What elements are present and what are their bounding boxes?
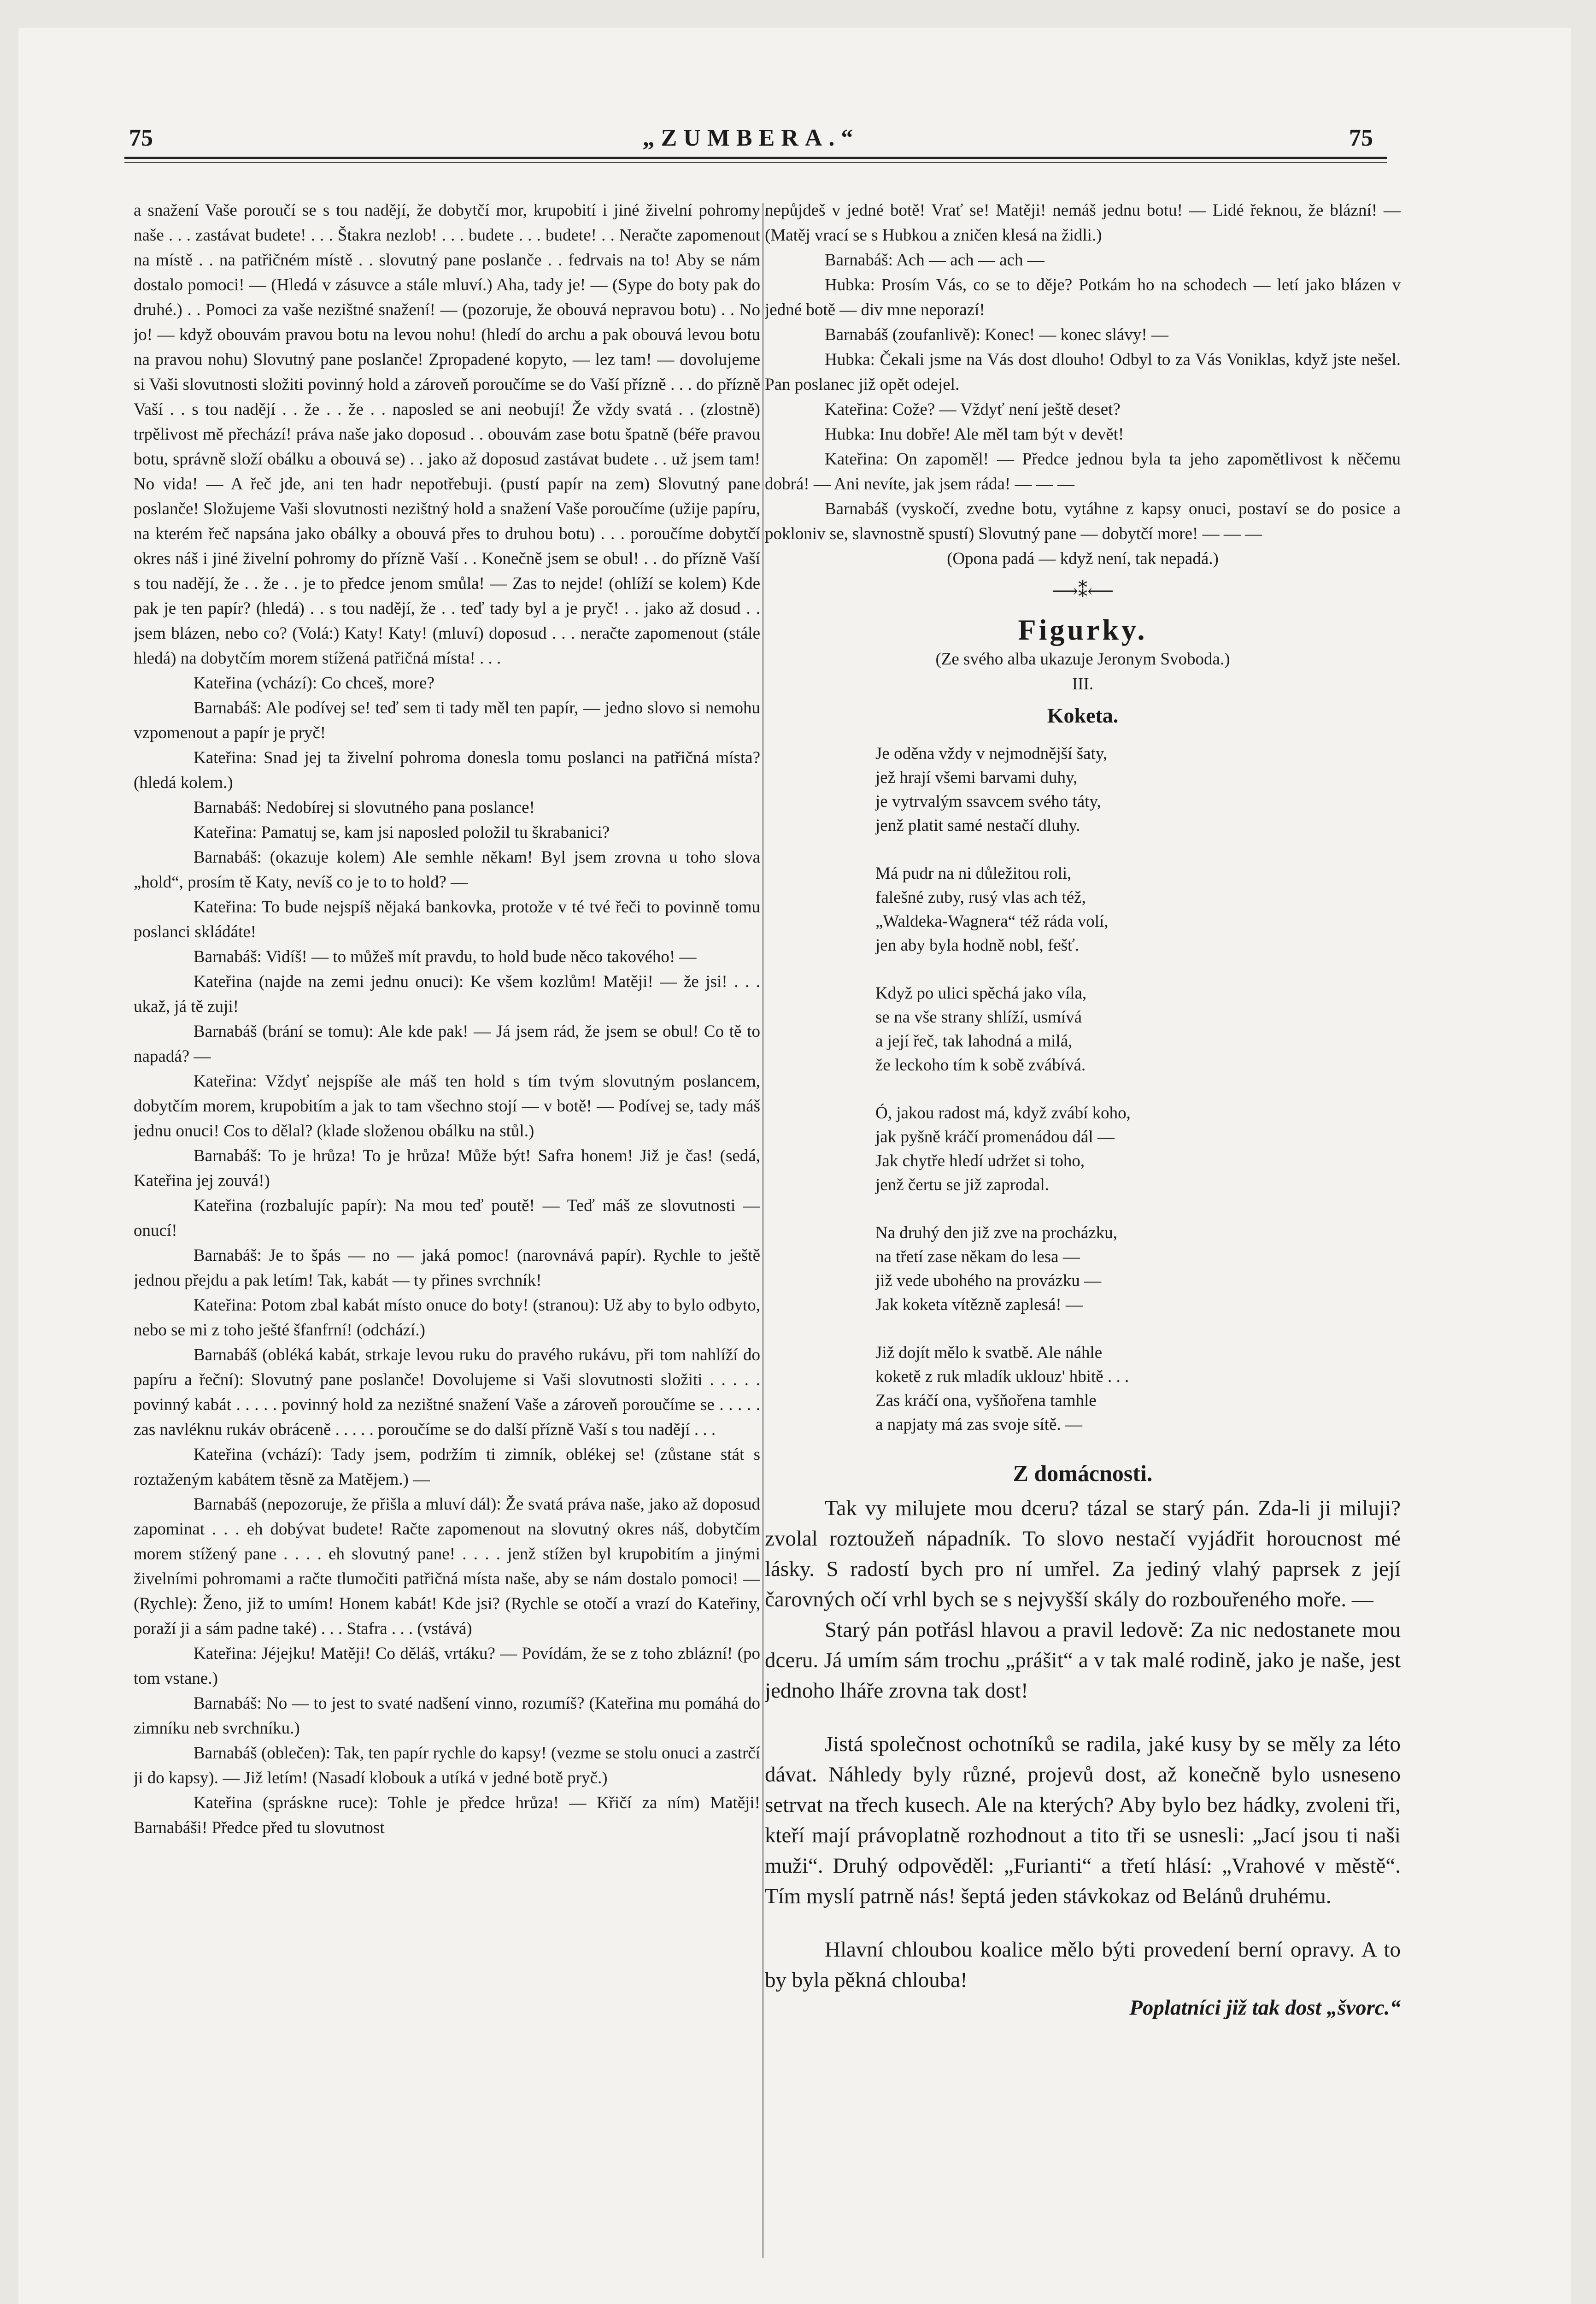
play-line: Kateřina (rozbalujíc papír): Na mou teď poutě! — Teď máš ze slovutnosti — onucí!	[134, 1196, 760, 1240]
play-line: Barnabáš (zoufanlivě): Konec! — konec slávy! —	[825, 325, 1168, 344]
poem-stanza	[875, 742, 1401, 838]
right-column	[765, 198, 1401, 2263]
play-line: Barnabáš (obléká kabát, strkaje levou ruku do pravého rukávu, při tom nahlíží do papíru a řeční): Slovutný pane poslanče! Dovolujeme si Vaši slovutnosti složiti . . . . . povinný kabát . . . . . povinný hold za nezištné snažení Vaše a zároveň poroučíme se . . . . . zas navléknu rukáv obráceně . . . . . poroučíme se do další přízně Vaší s tou nadějí . . .	[134, 1346, 760, 1439]
stage-direction: (Opona padá — když není, tak nepadá.)	[947, 549, 1219, 568]
poem-line: Ó, jakou radost má, když zvábí koho,	[875, 1104, 1131, 1123]
signature: Poplatníci již tak dost „švorc.“	[1129, 1996, 1401, 2020]
play-line: Barnabáš: Je to špás — no — jaká pomoc! (narovnává papír). Rychle to ještě jednou přejdu a pak letím! Tak, kabát — ty přines svrchník!	[134, 1246, 760, 1290]
play-line: Kateřina: Vždyť nejspíše ale máš ten hold s tím tvým slovutným poslancem, dobytčím morem, krupobitím a jak to tam všechno stojí — v botě! — Podívej se, tady máš jednu onuci! Cos to dělal? (klade složenou obálku na stůl.)	[134, 1072, 760, 1140]
poem-line: koketě z ruk mladík uklouz' hbitě . . .	[875, 1367, 1129, 1386]
ornament-separator: ⟶⁑⟵	[1051, 581, 1114, 601]
figurky-number: III.	[1072, 675, 1094, 694]
poem-line: Jak chytře hledí udržet si toho,	[875, 1152, 1085, 1170]
poem-line: jenž čertu se již zaprodal.	[875, 1176, 1049, 1194]
poem-line: na třetí zase někam do lesa —	[875, 1247, 1080, 1266]
poem-line: jež hrají všemi barvami duhy,	[875, 768, 1078, 787]
poem-line: Na druhý den již zve na procházku,	[875, 1223, 1117, 1242]
play-line: Barnabáš: Nedobírej si slovutného pana poslance!	[194, 798, 535, 817]
figurky-title: Figurky.	[1018, 613, 1148, 646]
poem-line: již vede ubohého na provázku —	[875, 1271, 1102, 1290]
anecdote-paragraph: Jistá společnost ochotníků se radila, jaké kusy by se měly za léto dávat. Náhledy byly různé, projevů dost, až konečně bylo usneseno setrvat na třech kusech. Ale na kterých? Aby bylo bez hádky, zvoleni tři, kteří mají právoplatně rozhodnout a tito tři se usnesli: „Jací jsou ti naši muži“. Druhý odpověděl: „Furianti“ a třetí hlásí: „Vrahové v městě“. Tím myslí patrně nás! šeptá jeden stávkokaz od Belánů druhému.	[765, 1732, 1401, 1908]
poem-stanza	[875, 1101, 1401, 1197]
poem-line: Když po ulici spěchá jako víla,	[875, 984, 1087, 1003]
poem-line: jen aby byla hodně nobl, fešť.	[875, 936, 1080, 955]
poem-line: jenž platit samé nestačí dluhy.	[875, 816, 1080, 835]
left-column	[134, 198, 760, 2263]
play-line: Barnabáš (brání se tomu): Ale kde pak! — Já jsem rád, že jsem se obul! Co tě to napadá? —	[134, 1022, 760, 1066]
play-line: Kateřina: Snad jej ta živelní pohroma donesla tomu poslanci na patřičná místa? (hledá kolem.)	[134, 748, 760, 792]
play-line: Barnabáš: Ach — ach — ach —	[825, 251, 1044, 270]
page-number-right: 75	[1349, 125, 1373, 151]
anecdote-paragraph: Hlavní chloubou koalice mělo býti provedení berní opravy. A to by byla pěkná chlouba!	[765, 1938, 1401, 1992]
poem-line: Jak koketa vítězně zaplesá! —	[875, 1295, 1083, 1314]
poem-stanza	[875, 1341, 1401, 1437]
poem-line: a napjaty má zas svoje sítě. —	[875, 1415, 1083, 1434]
domacnosti-title: Z domácnosti.	[1013, 1460, 1153, 1486]
play-line: Kateřina: Cože? — Vždyť není ještě deset?	[825, 400, 1121, 419]
poem-line: jak pyšně kráčí promenádou dál —	[875, 1128, 1115, 1146]
play-line: Kateřina: Potom zbal kabát místo onuce do boty! (stranou): Už aby to bylo odbyto, nebo se mi z toho ješté šfanfrní! (odchází.)	[134, 1296, 760, 1340]
play-line: Barnabáš (nepozoruje, že přišla a mluví dál): Že svatá práva naše, jako až doposud zapominat . . . eh dobývat budete! Račte zapomenout na slovutný okres náš, dobytčím morem stížený pane . . . . eh slovutný pane! . . . . jenž stížen byl krupobitím a jinými živelními pohromami a račte tlumočiti patřičná místa naše, aby se nám dostalo pomoci! — (Rychle): Ženo, již to umím! Honem kabát! Kde jsi? (Rychle se otočí a vrazí do Kateřiny, poraží ji a sám padne také) . . . Stafra . . . (vstává)	[134, 1495, 760, 1638]
poem-line: Má pudr na ni důležitou roli,	[875, 864, 1072, 883]
poem-stanza	[875, 862, 1401, 958]
play-line: Kateřina (vchází): Tady jsem, podržím ti zimník, oblékej se! (zůstane stát s roztaženým kabátem těsně za Matějem.) —	[134, 1445, 760, 1489]
play-line: Barnabáš: (okazuje kolem) Ale semhle někam! Byl jsem zrovna u toho slova „hold“, prosím tě Katy, nevíš co je to to hold? —	[134, 848, 760, 892]
play-line: Kateřina: To bude nejspíš nějaká bankovka, protože v té tvé řeči to povinně tomu poslanci skládáte!	[134, 898, 760, 941]
play-line: Hubka: Inu dobře! Ale měl tam být v devět!	[825, 425, 1124, 444]
play-line: Kateřina (vchází): Co chceš, more?	[194, 674, 434, 693]
poem	[875, 742, 1401, 1437]
poem-stanza	[875, 982, 1401, 1077]
anecdote-paragraph: Tak vy milujete mou dceru? tázal se starý pán. Zda-li ji miluji? zvolal roztoužeň nápadník. To slovo nestačí vyjádřit horoucnost mé lásky. S radostí bych pro ní umřel. Za jediný vlahý paprsek z její čarovných očí vrhl bych se s nejvyšší skály do rozbouřeného moře. —	[765, 1496, 1401, 1611]
poem-line: se na vše strany shlíží, usmívá	[875, 1008, 1082, 1027]
poem-stanza	[875, 1221, 1401, 1317]
header-rule-thin	[124, 162, 1387, 163]
play-line: Barnabáš (vyskočí, zvedne botu, vytáhne z kapsy onuci, postaví se do posice a pokloniv se, slavnostně spustí) Slovutný pane — dobytčí more! — — —	[765, 500, 1401, 543]
play-line: nepůjdeš v jedné botě! Vrať se! Matěji! nemáš jednu botu! — Lidé řeknou, že blázní! — (Matěj vrací se s Hubkou a zničen klesá na židli.)	[765, 201, 1401, 245]
poem-title: Koketa.	[1047, 704, 1119, 727]
play-line: Barnabáš: No — to jest to svaté nadšení vinno, rozumíš? (Kateřina mu pomáhá do zimníku neb svrchníku.)	[134, 1694, 760, 1738]
play-line: Kateřina (spráskne ruce): Tohle je předce hrůza! — Křičí za ním) Matěji! Barnabáši! Předce před tu slovutnost	[134, 1793, 760, 1837]
play-line: Barnabáš: Vidíš! — to můžeš mít pravdu, to hold bude něco takového! —	[194, 947, 697, 966]
page-header	[120, 101, 1382, 152]
play-line: Kateřina: On zapoměl! — Předce jednou byla ta jeho zapomětlivost k něčemu dobrá! — Ani nevíte, jak jsem ráda! — — —	[765, 450, 1401, 494]
masthead-title: „ZUMBERA.“	[642, 125, 860, 151]
play-line: Hubka: Čekali jsme na Vás dost dlouho! Odbyl to za Vás Voniklas, když jste nešel. Pan poslanec již opět odejel.	[765, 350, 1401, 394]
poem-line: je vytrvalým ssavcem svého táty,	[875, 792, 1101, 811]
header-rule-thick	[124, 157, 1387, 159]
poem-line: Je oděna vždy v nejmodnější šaty,	[875, 744, 1108, 763]
play-line: Kateřina (najde na zemi jednu onuci): Ke všem kozlům! Matěji! — že jsi! . . . ukaž, já tě zuji!	[134, 972, 760, 1016]
play-text: a snažení Vaše poroučí se s tou nadějí, že dobytčí mor, krupobití i jiné živelní pohromy naše . . . zastávat budete! . . . Štakra nezlob! . . . budete . . . budete! . . Neračte zapomenout na místě . . na patřičném místě . . slovutný pane poslanče . . fedrvais na to! Aby se nám dostalo pomoci! — (Hledá v zásuvce a stále mluví.) Aha, tady je! — (Sype do boty pak do druhé.) . . Pomoci za vaše nezištné snažení! — (pozoruje, že obouvá nepravou botu) . . No jo! — když obouvám pravou botu na levou nohu! (hledí do archu a pak obouvá levou botu na pravou nohu) Slovutný pane poslanče! Zpropadené kopyto, — lez tam! — dovolujeme si Vaši slovutnosti složiti povinný hold a zároveň poroučíme se do Vaší přízně . . . do přízně Vaší . . s tou nadějí . . že . . že . . naposled se ani neobují! Že vždy svatá . . (zlostně) trpělivost mě přechází! práva naše jako doposud . . obouvám zase botu špatně (béře pravou botu, správně složí obálku a obouvá se) . . jako až doposud zastávat budete . . už jsem tam! No vida! — A řeč jde, ani ten hadr nepotřebuji. (pustí papír na zem) Slovutný pane poslanče! Složujeme Vaši slovutnosti nezištný hold a snažení Vaše poroučíme (užije papíru, na kterém řeč napsána jako obálky a obouvá přes to druhou botu) . . . poroučíme dobytčí okres náš i jiné živelní pohromy do přízně Vaší . . Konečně jsem se obul! . . do přízně Vaší s tou nadějí, že . . že . . je to předce jenom smůla! — Zas to nejde! (ohlíží se kolem) Kde pak je ten papír? (hledá) . . s tou nadějí, že . . teď tady byl a je pryč! . . jako až dosud . . jsem blázen, nebo co? (Volá:) Katy! Katy! (mluví) doposud . . . neračte zapomenout (stále hledá) na dobytčím morem stížená patřičná místa! . . .	[134, 201, 760, 668]
poem-line: falešné zuby, rusý vlas ach též,	[875, 888, 1086, 907]
play-line: Barnabáš: To je hrůza! To je hrůza! Může být! Safra honem! Již je čas! (sedá, Kateřina jej zouvá!)	[134, 1146, 760, 1190]
play-line: Hubka: Prosím Vás, co se to děje? Potkám ho na schodech — letí jako blázen v jedné botě — div mne neporazí!	[765, 276, 1401, 319]
play-line: Kateřina: Jéjejku! Matěji! Co děláš, vrtáku? — Povídám, že se z toho zblázní! (po tom vstane.)	[134, 1644, 760, 1688]
play-line: Barnabáš (oblečen): Tak, ten papír rychle do kapsy! (vezme se stolu onuci a zastrčí ji do kapsy). — Již letím! (Nasadí klobouk a utíká v jedné botě pryč.)	[134, 1744, 760, 1787]
play-line: Barnabáš: Ale podívej se! teď sem ti tady měl ten papír, — jedno slovo si nemohu vzpomenout a papír je pryč!	[134, 699, 760, 742]
poem-line: Již dojít mělo k svatbě. Ale náhle	[875, 1343, 1103, 1362]
poem-line: Zas kráčí ona, vyšňořena tamhle	[875, 1391, 1097, 1410]
poem-line: a její řeč, tak lahodná a milá,	[875, 1032, 1073, 1051]
figurky-subtitle: (Ze svého alba ukazuje Jeronym Svoboda.)	[935, 650, 1230, 669]
poem-line: „Waldeka-Wagnera“ též ráda volí,	[875, 912, 1109, 931]
page-number-left: 75	[129, 125, 153, 151]
anecdote-paragraph: Starý pán potřásl hlavou a pravil ledově: Za nic nedostanete mou dceru. Já umím sám trochu „prášit“ a v tak malé rodině, jako je naše, jest jednoho lháře zrovna tak dost!	[765, 1618, 1401, 1703]
poem-line: že leckoho tím k sobě zvábívá.	[875, 1056, 1086, 1075]
play-line: Kateřina: Pamatuj se, kam jsi naposled položil tu škrabanici?	[194, 823, 610, 842]
